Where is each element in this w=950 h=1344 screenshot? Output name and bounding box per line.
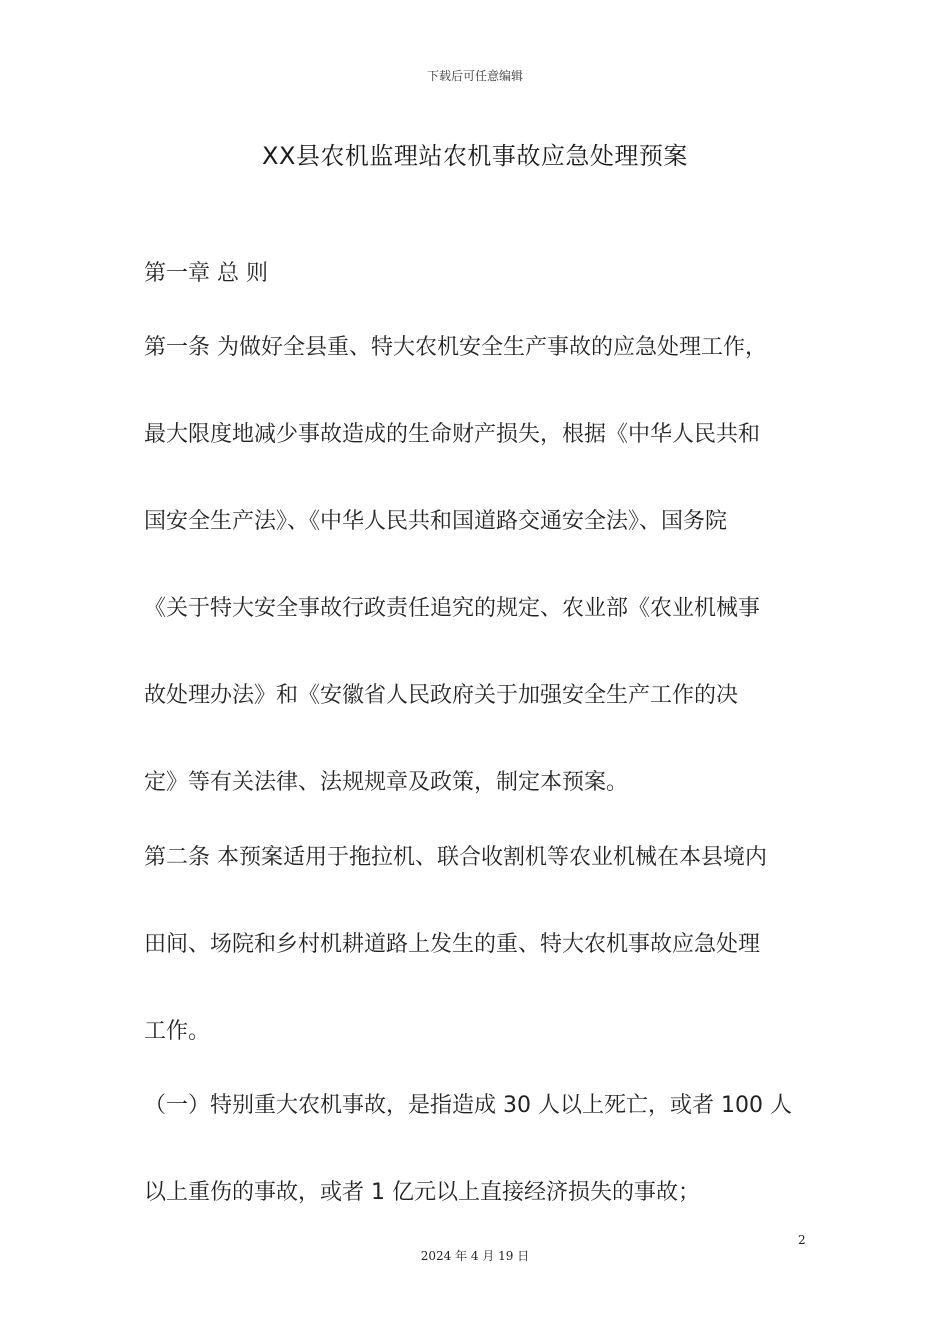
- article2-line: 田间、场院和乡村机耕道路上发生的重、特大农机事故应急处理: [144, 932, 761, 957]
- footer-date: 2024 年 4 月 19 日: [420, 1249, 530, 1263]
- article2-line: 工作。: [144, 1019, 211, 1044]
- item1-line: 以上重伤的事故，或者 1 亿元以上直接经济损失的事故；: [144, 1180, 700, 1205]
- page-number: 2: [798, 1233, 806, 1247]
- article2-line: 第二条 本预案适用于拖拉机、联合收割机等农业机械在本县境内: [144, 845, 767, 870]
- header-note: 下载后可任意编辑: [426, 69, 523, 83]
- article1-line: 故处理办法》和《安徽省人民政府关于加强安全生产工作的决: [144, 683, 739, 708]
- article1-line: 定》等有关法律、法规规章及政策，制定本预案。: [144, 770, 629, 795]
- document-title: XX县农机监理站农机事故应急处理预案: [262, 142, 688, 170]
- article1-line: 第一条 为做好全县重、特大农机安全生产事故的应急处理工作，: [144, 335, 767, 360]
- chapter-heading: 第一章 总 则: [144, 261, 268, 286]
- article1-line: 《关于特大安全事故行政责任追究的规定、农业部《农业机械事: [144, 596, 761, 621]
- article1-line: 国安全生产法》、《中华人民共和国道路交通安全法》、国务院: [144, 509, 728, 534]
- article1-line: 最大限度地减少事故造成的生命财产损失，根据《中华人民共和: [144, 422, 761, 447]
- item1-line: （一）特别重大农机事故，是指造成 30 人以上死亡，或者 100 人: [144, 1093, 792, 1118]
